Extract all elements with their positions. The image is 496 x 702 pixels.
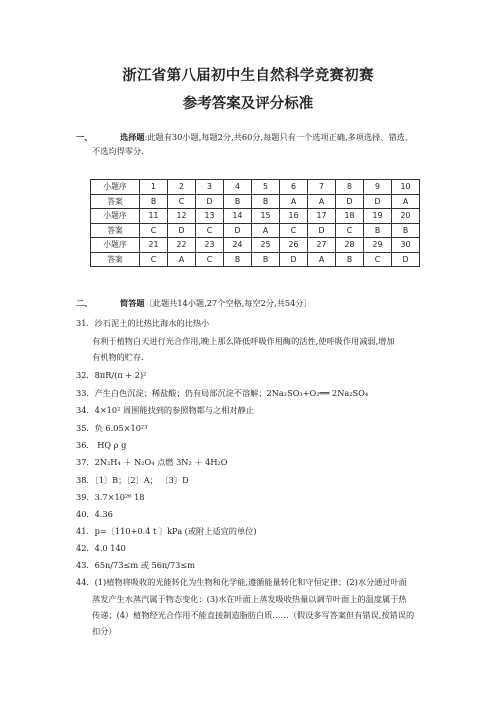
answer-33: 33．产生白色沉淀；稀盐酸；仍有局部沉淀不溶解；2Na₂SO₃+O₂══ 2Na₂SO₄ <box>76 388 369 398</box>
table-cell: 25 <box>252 238 280 253</box>
table-cell: C <box>196 223 224 238</box>
answer-44: 44．(1)植物将吸收的光能转化为生物和化学能,遵循能量转化和守恒定律；(2)水分通过叶面 <box>76 577 407 587</box>
answer-39: 39．3.7×10²⁶ 18 <box>76 492 145 502</box>
section1-number: 一、 <box>76 132 93 142</box>
table-cell: C <box>196 252 224 267</box>
row-header-cell: 小题序 <box>91 180 140 195</box>
table-cell: B <box>252 194 280 209</box>
table-cell: 23 <box>196 238 224 253</box>
answer-43: 43．65n/73≤m 或 56n/73≤m <box>76 560 195 570</box>
section2-heading <box>76 296 312 310</box>
table-cell: 22 <box>168 238 196 253</box>
table-cell: C <box>140 223 168 238</box>
answer-31-line3: 有机物的贮存. <box>92 352 144 362</box>
table-cell: D <box>196 194 224 209</box>
table-cell: 28 <box>336 238 364 253</box>
answer-37: 37．2N₂H₄ ＋ N₂O₄ 点燃 3N₂ ＋ 4H₂O <box>76 457 228 467</box>
answer-41: 41．p=〔110+0.4 t 〕kPa (或附上适宜的单位) <box>76 526 257 536</box>
table-cell: 29 <box>364 238 392 253</box>
table-cell: D <box>364 194 392 209</box>
table-cell: C <box>168 194 196 209</box>
answer-44-line4: 扣分） <box>92 626 117 636</box>
table-cell: C <box>336 223 364 238</box>
table-cell: D <box>224 223 252 238</box>
table-cell: B <box>140 194 168 209</box>
table-row <box>91 223 420 238</box>
table-cell: D <box>392 252 420 267</box>
table-cell: 6 <box>280 180 308 195</box>
table-cell: B <box>336 252 364 267</box>
table-cell: 26 <box>280 238 308 253</box>
table-cell: 17 <box>308 209 336 224</box>
table-cell: A <box>308 252 336 267</box>
table-cell: 19 <box>364 209 392 224</box>
table-cell: C <box>280 223 308 238</box>
section1-heading <box>76 130 413 144</box>
table-cell: 16 <box>280 209 308 224</box>
table-cell: B <box>252 252 280 267</box>
table-cell: 4 <box>224 180 252 195</box>
row-header-cell: 答案 <box>91 194 140 209</box>
table-row <box>91 194 420 209</box>
table-cell: A <box>252 223 280 238</box>
answer-44-line3: 传递；(4）植物经光合作用不能直接制造脂肪白质……（假设多写答案但有错误,按错误的 <box>92 610 415 620</box>
table-cell: 14 <box>224 209 252 224</box>
row-header-cell: 小题序 <box>91 238 140 253</box>
table-cell: 7 <box>308 180 336 195</box>
table-cell: 1 <box>140 180 168 195</box>
table-cell: B <box>392 223 420 238</box>
answer-38: 38．〔1〕B；〔2〕A； 〔3〕D <box>76 475 189 485</box>
document-title: 浙江省第八届初中生自然科学竞赛初赛 <box>122 67 374 84</box>
table-cell: 27 <box>308 238 336 253</box>
table-cell: B <box>224 252 252 267</box>
table-cell: D <box>336 194 364 209</box>
table-cell: A <box>308 194 336 209</box>
table-cell: 13 <box>196 209 224 224</box>
table-row <box>91 180 420 195</box>
answer-42: 42．4.0 140 <box>76 543 126 553</box>
answer-32: 32．8πR/(π + 2)² <box>76 370 147 380</box>
table-cell: D <box>308 223 336 238</box>
section2-description: 〔此题共14小题,27个空格,每空2分,共54分〕 <box>144 298 312 308</box>
section1-description-cont: 不选均得零分. <box>92 146 144 156</box>
table-cell: 9 <box>364 180 392 195</box>
answer-35: 35．负 6.05×10²³ <box>76 423 148 433</box>
table-cell: D <box>280 252 308 267</box>
table-cell: 24 <box>224 238 252 253</box>
table-cell: 3 <box>196 180 224 195</box>
answer-40: 40．4.36 <box>76 509 113 519</box>
row-header-cell: 答案 <box>91 252 140 267</box>
table-cell: 18 <box>336 209 364 224</box>
row-header-cell: 答案 <box>91 223 140 238</box>
table-cell: 30 <box>392 238 420 253</box>
table-cell: 10 <box>392 180 420 195</box>
answer-34: 34．4×10² 周围能找到的参照物都与之相对静止 <box>76 405 254 415</box>
table-cell: 12 <box>168 209 196 224</box>
document-subtitle: 参考答案及评分标准 <box>182 95 314 112</box>
row-header-cell: 小题序 <box>91 209 140 224</box>
table-cell: 5 <box>252 180 280 195</box>
table-cell: C <box>140 252 168 267</box>
table-cell: 11 <box>140 209 168 224</box>
section2-title: 简答题 <box>120 298 145 308</box>
table-cell: A <box>392 194 420 209</box>
section2-number: 二、 <box>76 298 93 308</box>
table-cell: 21 <box>140 238 168 253</box>
answer-36: 36． HQ ρ g <box>76 440 127 450</box>
answer-table <box>90 179 420 267</box>
answer-31-line2: 有利于植物白天进行光合作用,晚上那么降低呼吸作用酶的活性,使呼吸作用减弱,增加 <box>92 336 395 346</box>
table-cell: A <box>168 252 196 267</box>
table-cell: B <box>364 223 392 238</box>
table-cell: C <box>364 252 392 267</box>
answer-44-line2: 蒸发产生水蒸汽属于物态变化：(3)水在叶面上蒸发吸收热量以调节叶面上的温度属于热 <box>92 594 407 604</box>
table-row <box>91 209 420 224</box>
table-row <box>91 238 420 253</box>
table-cell: B <box>224 194 252 209</box>
answer-31: 31．沙石泥土的比热比海水的比热小 <box>76 318 210 328</box>
table-cell: 20 <box>392 209 420 224</box>
table-cell: 8 <box>336 180 364 195</box>
table-cell: D <box>168 223 196 238</box>
section1-description: :此题有30小题,每题2分,共60分,每题只有一个选项正确,多项选择、错选、 <box>144 132 414 142</box>
table-cell: A <box>280 194 308 209</box>
section1-title: 选择题 <box>120 132 145 142</box>
table-cell: 15 <box>252 209 280 224</box>
table-row <box>91 252 420 267</box>
table-cell: 2 <box>168 180 196 195</box>
